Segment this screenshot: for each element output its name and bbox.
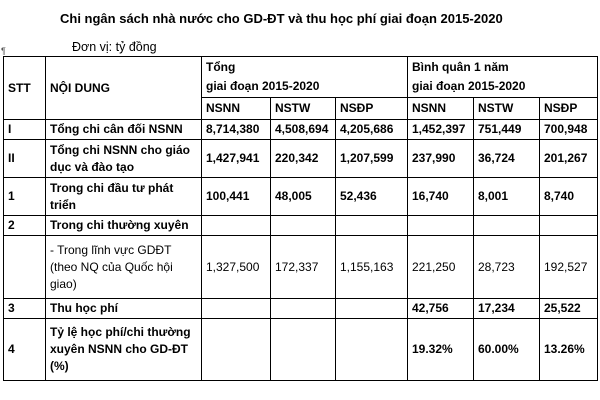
row-content-line: Trong chi đầu tư phát xyxy=(50,180,174,195)
table-row xyxy=(4,178,598,216)
cell-empty xyxy=(271,216,336,236)
table-row xyxy=(4,120,598,140)
cell-value xyxy=(336,299,408,319)
row-stt: I xyxy=(4,120,46,140)
row-content-line: Tổng chi NSNN cho giáo xyxy=(50,142,190,157)
subheader-nsnn-average: NSNN xyxy=(408,98,474,120)
cell-value: 28,723 xyxy=(474,236,540,299)
cell-value: 19.32% xyxy=(408,319,474,381)
subheader-nsdp-total: NSĐP xyxy=(336,98,408,120)
cell-value: 201,267 xyxy=(540,140,598,178)
header-group-average xyxy=(408,57,598,98)
row-content-line: Tỷ lệ học phí/chi thường xyxy=(50,325,191,339)
row-stt: II xyxy=(4,140,46,178)
row-content: Trong chi thường xuyên xyxy=(46,216,202,236)
header-group-total-line1: Tổng xyxy=(206,60,236,74)
cell-value xyxy=(202,299,271,319)
table-row xyxy=(4,216,598,236)
row-content-line: - Trong lĩnh vực GDĐT xyxy=(50,242,172,257)
cell-empty xyxy=(474,216,540,236)
cell-value: 52,436 xyxy=(336,178,408,216)
cell-value: 13.26% xyxy=(540,319,598,381)
cell-value: 25,522 xyxy=(540,299,598,319)
subheader-nstw-average: NSTW xyxy=(474,98,540,120)
cell-value xyxy=(202,319,271,381)
row-content-line: (%) xyxy=(50,359,69,373)
row-content: Thu học phí xyxy=(46,299,202,319)
cell-value: 1,452,397 xyxy=(408,120,474,140)
cell-value: 42,756 xyxy=(408,299,474,319)
cell-empty xyxy=(540,216,598,236)
document-title: Chi ngân sách nhà nước cho GD-ĐT và thu học phí giai đoạn 2015-2020 xyxy=(60,11,503,26)
header-content: NỘI DUNG xyxy=(46,57,202,120)
table-row xyxy=(4,140,598,178)
cell-value: 16,740 xyxy=(408,178,474,216)
table-row xyxy=(4,299,598,319)
cell-value: 751,449 xyxy=(474,120,540,140)
row-stt: 4 xyxy=(4,319,46,381)
header-group-total xyxy=(202,57,408,98)
header-row-1 xyxy=(4,57,598,98)
row-stt: 3 xyxy=(4,299,46,319)
cell-value: 237,990 xyxy=(408,140,474,178)
row-content-line: dục và đào tạo xyxy=(50,159,135,174)
unit-label: Đơn vị: tỷ đồng xyxy=(72,40,157,54)
row-content xyxy=(46,236,202,299)
subheader-nsdp-average: NSĐP xyxy=(540,98,598,120)
cell-value: 700,948 xyxy=(540,120,598,140)
table-row xyxy=(4,236,598,299)
cell-empty xyxy=(408,216,474,236)
header-group-average-line2: giai đoạn 2015-2020 xyxy=(412,79,526,93)
cell-value: 48,005 xyxy=(271,178,336,216)
cell-value: 100,441 xyxy=(202,178,271,216)
cell-value: 8,001 xyxy=(474,178,540,216)
row-content: Tổng chi cân đối NSNN xyxy=(46,120,202,140)
cell-empty xyxy=(336,216,408,236)
cell-value: 1,207,599 xyxy=(336,140,408,178)
cell-value: 221,250 xyxy=(408,236,474,299)
row-content-line: xuyên NSNN cho GD-ĐT xyxy=(50,342,189,356)
row-content xyxy=(46,178,202,216)
paragraph-mark-icon: ¶ xyxy=(1,46,6,56)
cell-value: 172,337 xyxy=(271,236,336,299)
cell-value: 1,427,941 xyxy=(202,140,271,178)
cell-value: 1,155,163 xyxy=(336,236,408,299)
table-row xyxy=(4,319,598,381)
cell-value: 4,205,686 xyxy=(336,120,408,140)
cell-value xyxy=(336,319,408,381)
subheader-nsnn-total: NSNN xyxy=(202,98,271,120)
cell-value: 8,714,380 xyxy=(202,120,271,140)
header-group-average-line1: Bình quân 1 năm xyxy=(412,60,509,74)
cell-value: 192,527 xyxy=(540,236,598,299)
cell-value: 8,740 xyxy=(540,178,598,216)
cell-value: 60.00% xyxy=(474,319,540,381)
cell-value: 220,342 xyxy=(271,140,336,178)
header-group-total-line2: giai đoạn 2015-2020 xyxy=(206,79,320,93)
row-content-line: (theo NQ của Quốc hội xyxy=(50,259,173,274)
cell-value: 4,508,694 xyxy=(271,120,336,140)
cell-value xyxy=(271,319,336,381)
row-content xyxy=(46,319,202,381)
row-content xyxy=(46,140,202,178)
row-stt: 2 xyxy=(4,216,46,236)
cell-value xyxy=(271,299,336,319)
row-content-line: triển xyxy=(50,197,77,212)
row-stt: 1 xyxy=(4,178,46,216)
cell-value: 36,724 xyxy=(474,140,540,178)
subheader-nstw-total: NSTW xyxy=(271,98,336,120)
row-content-line: giao) xyxy=(50,276,77,291)
row-stt xyxy=(4,236,46,299)
budget-table xyxy=(3,56,598,381)
cell-empty xyxy=(202,216,271,236)
header-stt: STT xyxy=(4,57,46,120)
cell-value: 17,234 xyxy=(474,299,540,319)
cell-value: 1,327,500 xyxy=(202,236,271,299)
